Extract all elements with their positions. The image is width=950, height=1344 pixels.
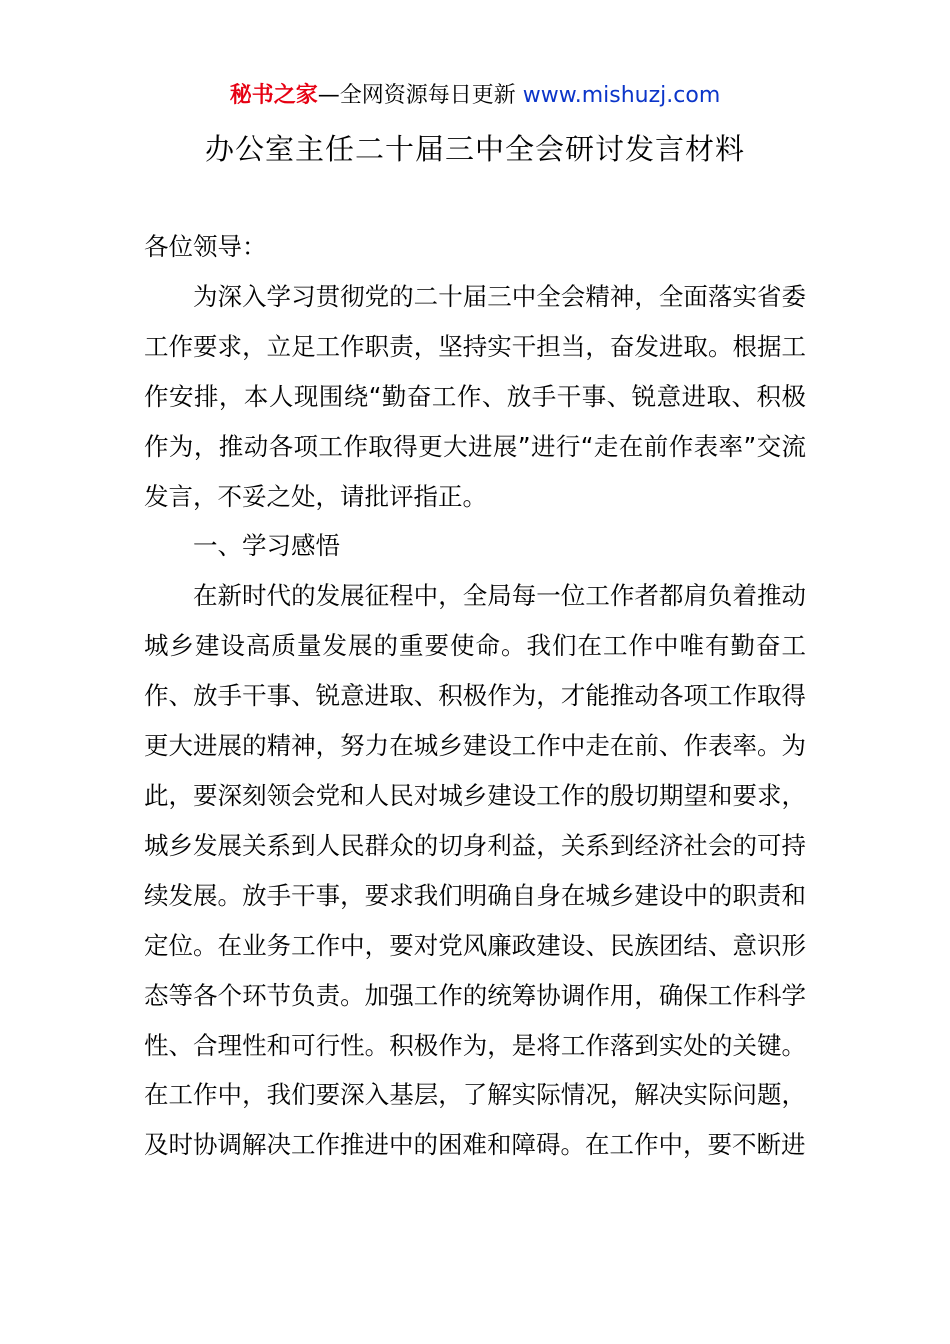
brand-name: 秘书之家 <box>229 83 318 108</box>
paragraph-study: 在新时代的发展征程中，全局每一位工作者都肩负着推动城乡建设高质量发展的重要使命。我们在工作中唯有勤奋工作、放手干事、锐意进取、积极作为，才能推动各项工作取得更大进展的精神，努力在城乡建设工作中走在前、作表率。为此，要深刻领会党和人民对城乡建设工作的殷切期望和要求，城乡发展关系到人民群众的切身利益，关系到经济社会的可持续发展。放手干事，要求我们明确自身在城乡建设中的职责和定位。在业务工作中，要对党风廉政建设、民族团结、意识形态等各个环节负责。加强工作的统筹协调作用，确保工作科学性、合理性和可行性。积极作为，是将工作落到实处的关键。在工作中，我们要深入基层，了解实际情况，解决实际问题，及时协调解决工作推进中的困难和障碍。在工作中，要不断进 <box>144 581 806 1160</box>
site-url-link[interactable]: www.mishuzj.com <box>522 83 721 108</box>
document-body <box>144 222 806 1170</box>
section-heading-study: 一、学习感悟 <box>193 531 340 561</box>
header-tagline: —全网资源每日更新 <box>317 83 523 108</box>
paragraph-intro: 为深入学习贯彻党的二十届三中全会精神，全面落实省委工作要求，立足工作职责，坚持实干担当，奋发进取。根据工作安排，本人现围绕“勤奋工作、放手干事、锐意进取、积极作为，推动各项工作取得更大进展”进行“走在前作表率”交流发言，不妥之处，请批评指正。 <box>144 281 806 511</box>
site-header <box>0 80 950 112</box>
salutation: 各位领导： <box>144 232 267 261</box>
document-title: 办公室主任二十届三中全会研讨发言材料 <box>204 132 745 166</box>
